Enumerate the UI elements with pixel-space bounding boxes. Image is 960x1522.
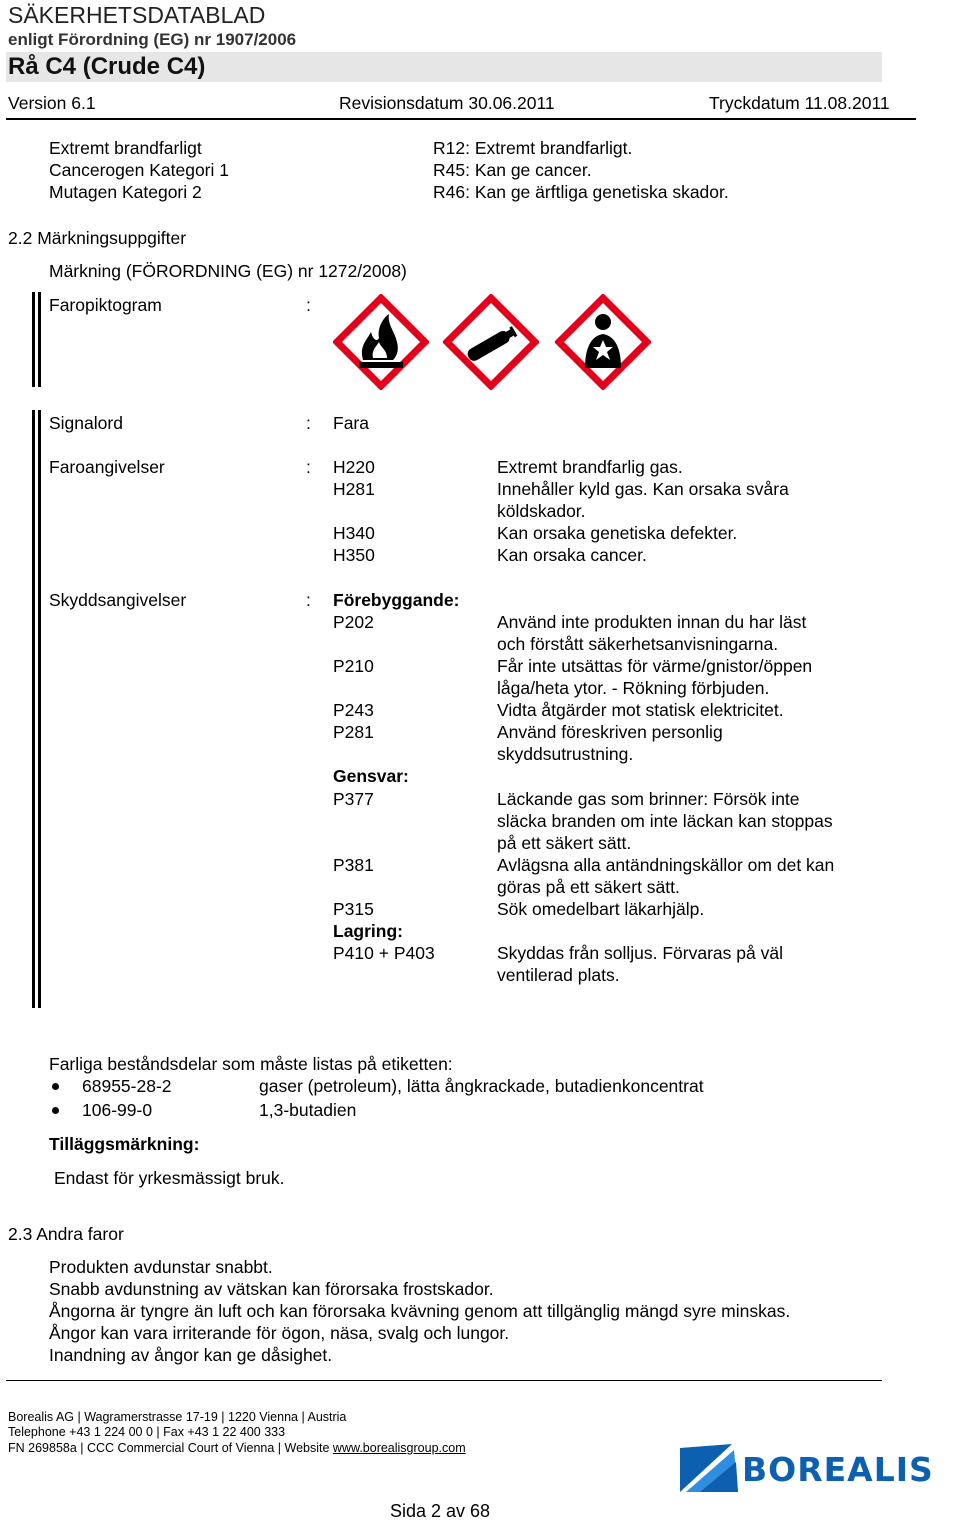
health-hazard-pictogram-icon bbox=[555, 294, 651, 390]
page-number: Sida 2 av 68 bbox=[390, 1501, 491, 1521]
footer-rule bbox=[6, 1380, 882, 1381]
section-heading-2-3: 2.3 Andra faror bbox=[8, 1224, 124, 1244]
response-heading: Gensvar: bbox=[333, 766, 409, 786]
doc-title: SÄKERHETSDATABLAD bbox=[8, 2, 266, 28]
p-text: låga/heta ytor. - Rökning förbjuden. bbox=[497, 678, 770, 698]
other-hazard-line: Ångor kan vara irriterande för ögon, näsa, svalg och lungor. bbox=[49, 1323, 510, 1343]
footer-registry-text: FN 269858a | CCC Commercial Court of Vienna | Website bbox=[8, 1441, 333, 1455]
bullet-icon bbox=[52, 1107, 59, 1114]
change-bar bbox=[38, 292, 41, 387]
regulation-label: Märkning (FÖRORDNING (EG) nr 1272/2008) bbox=[49, 261, 407, 281]
p-text: skyddsutrustning. bbox=[497, 744, 634, 764]
footer-address: Borealis AG | Wagramerstrasse 17-19 | 1220 Vienna | Austria bbox=[8, 1410, 347, 1424]
hazard-colon: : bbox=[306, 457, 311, 477]
component-name: gaser (petroleum), lätta ångkrackade, butadienkoncentrat bbox=[259, 1076, 704, 1096]
r-phrase: R12: Extremt brandfarligt. bbox=[433, 138, 633, 158]
gas-cylinder-pictogram-icon bbox=[443, 294, 539, 390]
section-heading-2-2: 2.2 Märkningsuppgifter bbox=[8, 228, 187, 248]
p-text: Använd inte produkten innan du har läst bbox=[497, 612, 807, 632]
header-rule bbox=[6, 118, 916, 120]
hazard-statements-label: Faroangivelser bbox=[49, 457, 165, 477]
precaution-colon: : bbox=[306, 590, 311, 610]
p-code: P202 bbox=[333, 612, 374, 632]
footer-phone: Telephone +43 1 224 00 0 | Fax +43 1 22 400 333 bbox=[8, 1425, 286, 1439]
p-code: P381 bbox=[333, 855, 374, 875]
p-text: Läckande gas som brinner: Försök inte bbox=[497, 789, 800, 809]
p-text: Använd föreskriven personlig bbox=[497, 722, 723, 742]
p-code: P210 bbox=[333, 656, 374, 676]
other-hazard-line: Snabb avdunstning av vätskan kan förorsaka frostskador. bbox=[49, 1279, 494, 1299]
component-name: 1,3-butadien bbox=[259, 1100, 357, 1120]
h-text: köldskador. bbox=[497, 501, 586, 521]
storage-heading: Lagring: bbox=[333, 921, 403, 941]
website-link[interactable]: www.borealisgroup.com bbox=[332, 1441, 466, 1455]
supplementary-text: Endast för yrkesmässigt bruk. bbox=[54, 1168, 285, 1188]
logo-text: BOREALIS bbox=[742, 1450, 934, 1489]
h-code: H340 bbox=[333, 523, 375, 543]
h-code: H281 bbox=[333, 479, 375, 499]
change-bar bbox=[38, 410, 41, 1008]
footer-registry bbox=[8, 1441, 466, 1456]
p-text: Sök omedelbart läkarhjälp. bbox=[497, 899, 705, 919]
p-text: Avlägsna alla antändningskällor om det kan bbox=[497, 855, 835, 875]
supplementary-heading: Tilläggsmärkning: bbox=[49, 1134, 200, 1154]
p-text: Skyddas från solljus. Förvaras på väl bbox=[497, 943, 783, 963]
p-code: P410 + P403 bbox=[333, 943, 435, 963]
pictogram-label: Faropiktogram bbox=[49, 295, 162, 315]
precautionary-statements-label: Skyddsangivelser bbox=[49, 590, 187, 610]
classification-item: Cancerogen Kategori 1 bbox=[49, 160, 229, 180]
p-text: på ett säkert sätt. bbox=[497, 833, 632, 853]
borealis-wing-icon bbox=[680, 1444, 738, 1492]
other-hazard-line: Ångorna är tyngre än luft och kan förorsaka kvävning genom att tillgänglig mängd syre minskas. bbox=[49, 1301, 791, 1321]
h-text: Extremt brandfarlig gas. bbox=[497, 457, 683, 477]
h-code: H350 bbox=[333, 545, 375, 565]
p-text: Får inte utsättas för värme/gnistor/öppen bbox=[497, 656, 813, 676]
other-hazard-line: Inandning av ångor kan ge dåsighet. bbox=[49, 1345, 333, 1365]
version-label: Version 6.1 bbox=[8, 93, 96, 113]
other-hazard-line: Produkten avdunstar snabbt. bbox=[49, 1257, 273, 1277]
p-text: göras på ett säkert sätt. bbox=[497, 877, 680, 897]
print-date: Tryckdatum 11.08.2011 bbox=[709, 93, 890, 113]
pictogram-colon: : bbox=[306, 295, 311, 315]
p-code: P377 bbox=[333, 789, 374, 809]
p-text: släcka branden om inte läckan kan stoppas bbox=[497, 811, 833, 831]
component-cas: 106-99-0 bbox=[82, 1100, 153, 1120]
borealis-logo bbox=[680, 1444, 958, 1494]
change-bar bbox=[32, 292, 35, 387]
r-phrase: R45: Kan ge cancer. bbox=[433, 160, 592, 180]
revision-date: Revisionsdatum 30.06.2011 bbox=[339, 93, 555, 113]
doc-subtitle: enligt Förordning (EG) nr 1907/2006 bbox=[8, 30, 297, 49]
product-name: Rå C4 (Crude C4) bbox=[8, 53, 206, 80]
p-code: P243 bbox=[333, 700, 374, 720]
p-text: och förstått säkerhetsanvisningarna. bbox=[497, 634, 779, 654]
p-code: P281 bbox=[333, 722, 374, 742]
h-text: Kan orsaka genetiska defekter. bbox=[497, 523, 738, 543]
signal-colon: : bbox=[306, 413, 311, 433]
p-text: ventilerad plats. bbox=[497, 965, 620, 985]
signal-word-label: Signalord bbox=[49, 413, 123, 433]
change-bar bbox=[32, 410, 35, 1008]
p-text: Vidta åtgärder mot statisk elektricitet. bbox=[497, 700, 784, 720]
classification-item: Extremt brandfarligt bbox=[49, 138, 202, 158]
r-phrase: R46: Kan ge ärftliga genetiska skador. bbox=[433, 182, 729, 202]
h-text: Innehåller kyld gas. Kan orsaka svåra bbox=[497, 479, 789, 499]
components-heading: Farliga beståndsdelar som måste listas på etiketten: bbox=[49, 1054, 453, 1074]
h-text: Kan orsaka cancer. bbox=[497, 545, 647, 565]
prevention-heading: Förebyggande: bbox=[333, 590, 460, 610]
flame-pictogram-icon bbox=[333, 294, 429, 390]
signal-word: Fara bbox=[333, 413, 369, 433]
h-code: H220 bbox=[333, 457, 375, 477]
bullet-icon bbox=[52, 1083, 59, 1090]
p-code: P315 bbox=[333, 899, 374, 919]
classification-item: Mutagen Kategori 2 bbox=[49, 182, 202, 202]
component-cas: 68955-28-2 bbox=[82, 1076, 172, 1096]
